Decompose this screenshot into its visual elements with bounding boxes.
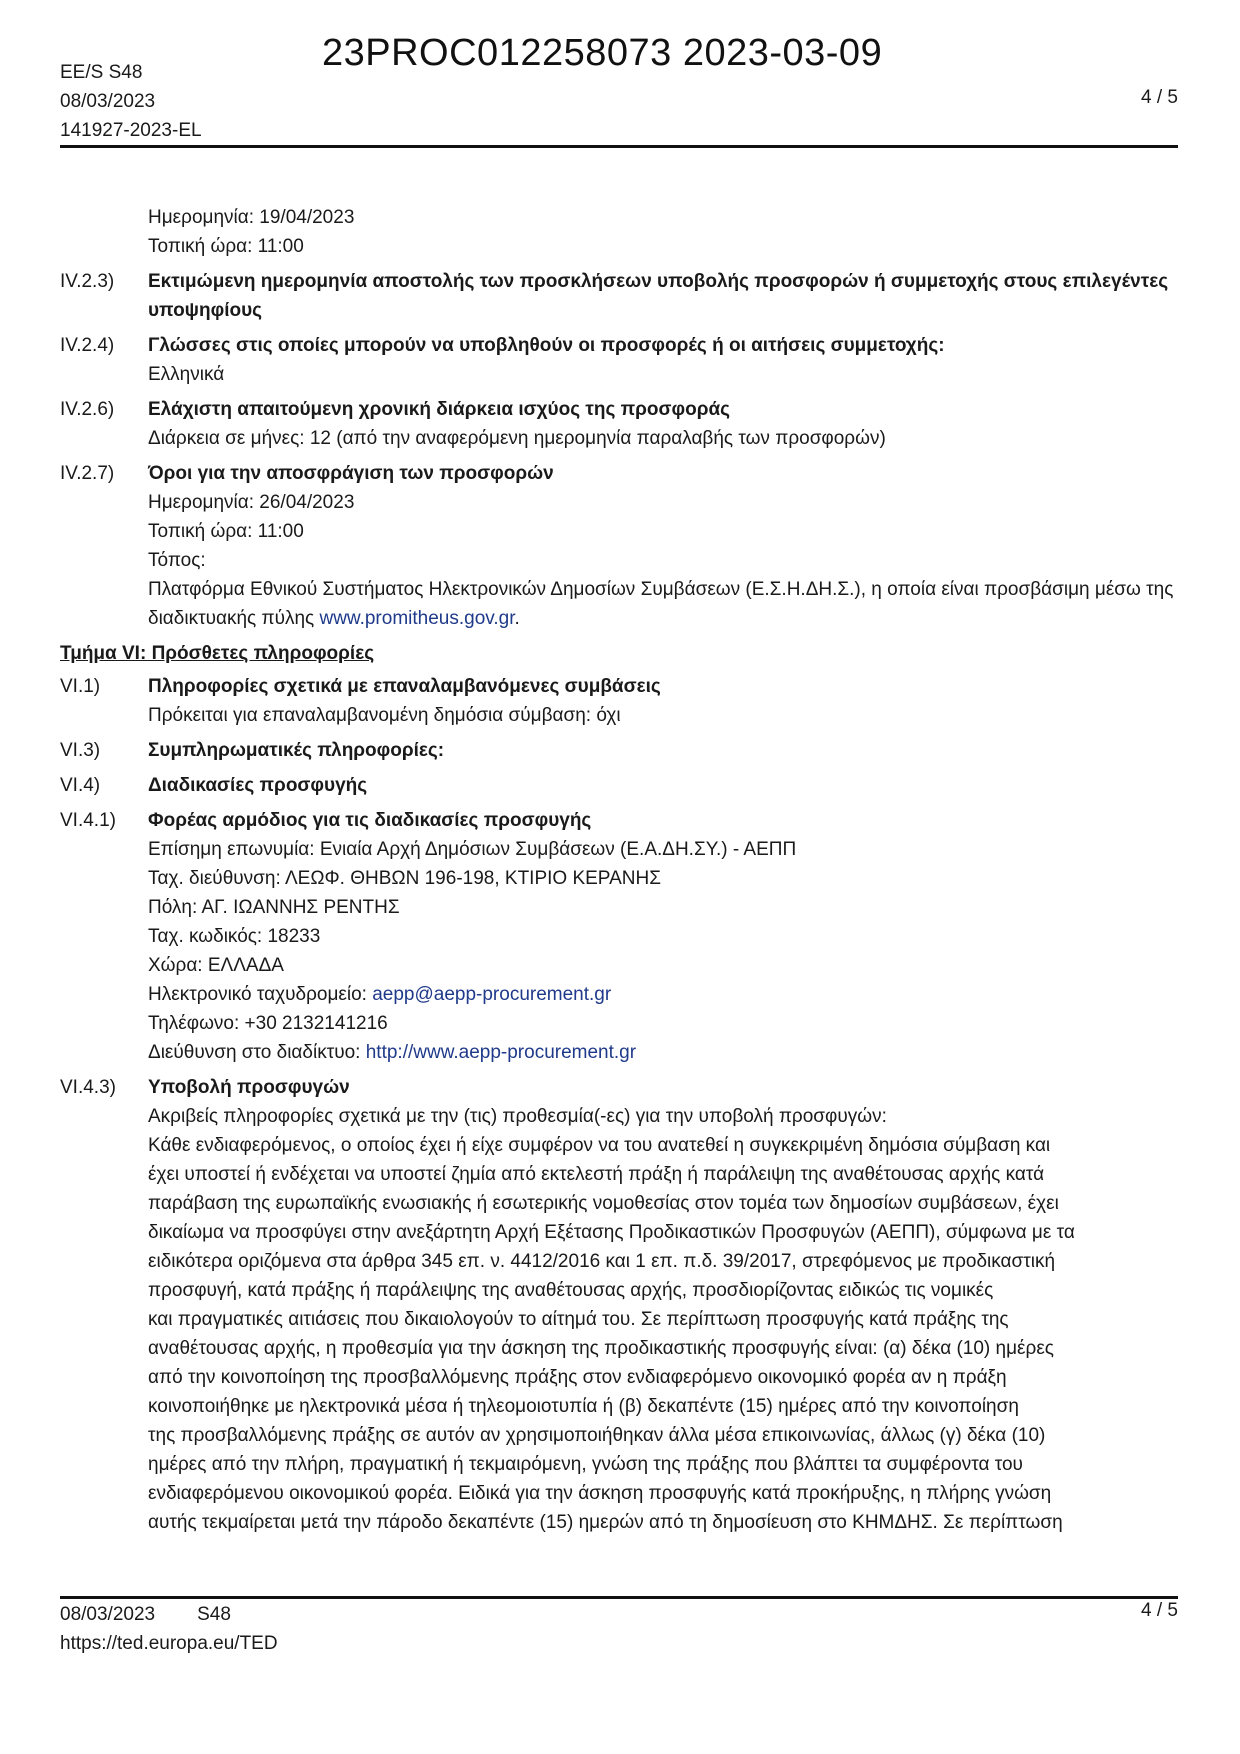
paragraph-line: προσφυγή, κατά πράξης ή παράλειψης της αναθέτουσας αρχής, προσδιορίζοντας ειδικώς τις νομικές [148, 1280, 994, 1301]
section-title: Υποβολή προσφυγών [148, 1077, 350, 1098]
section-iv-2-6 [60, 395, 1178, 453]
section-number: IV.2.4) [60, 335, 115, 356]
paragraph-line: και πραγματικές αιτιάσεις που δικαιολογούν το αίτημά του. Σε περίπτωση προσφυγής κατά πράξης της [148, 1309, 1009, 1330]
paragraph-line: παράβαση της ευρωπαϊκής ενωσιακής ή εσωτερικής νομοθεσίας στον τομέα των δημοσίων συμβάσεων, έχει [148, 1193, 1059, 1214]
section-value: Πρόκειται για επαναλαμβανομένη δημόσια σύμβαση: όχι [148, 705, 621, 726]
paragraph-line: της προσβαλλόμενης πράξης σε αυτόν αν χρησιμοποιήθηκαν άλλα μέσα επικοινωνίας, άλλως (γ) δέκα (10) [148, 1425, 1046, 1446]
paragraph-line: κοινοποιήθηκε με ηλεκτρονικά μέσα ή τηλεομοιοτυπία ή (β) δεκαπέντε (15) ημέρες από την κοινοποίηση [148, 1396, 1019, 1417]
section-number: VI.3) [60, 740, 101, 761]
section-number: VI.4.3) [60, 1077, 116, 1098]
document-id: 23PROC012258073 2023-03-09 [322, 32, 883, 74]
part-vi-heading: Τμήμα VI: Πρόσθετες πληροφορίες [60, 643, 375, 664]
review-body-city: Πόλη: ΑΓ. ΙΩΑΝΝΗΣ ΡΕΝΤΗΣ [148, 897, 400, 918]
opening-place-text: Πλατφόρμα Εθνικού Συστήματος Ηλεκτρονικών Δημοσίων Συμβάσεων (Ε.Σ.Η.ΔΗ.Σ.), η οποία είναι προσβάσιμη μέσω της διαδικτυακής πύλης [148, 579, 1174, 629]
review-intro: Ακριβείς πληροφορίες σχετικά με την (τις) προθεσμία(-ες) για την υποβολή προσφυγών: [148, 1106, 887, 1127]
section-title: Συμπληρωματικές πληροφορίες: [148, 740, 445, 761]
section-vi-4-3 [60, 1073, 1178, 1537]
paragraph-line: έχει υποστεί ή ενδέχεται να υποστεί ζημία από εκτελεστή πράξη ή παράλειψη της αναθέτουσας αρχής κατά [148, 1164, 1045, 1185]
review-body-name: Επίσημη επωνυμία: Ενιαία Αρχή Δημόσιων Συμβάσεων (Ε.Α.ΔΗ.ΣΥ.) - ΑΕΠΠ [148, 839, 797, 860]
footer-left [60, 1600, 278, 1658]
section-title: Εκτιμώμενη ημερομηνία αποστολής των προσκλήσεων υποβολής προσφορών ή συμμετοχής στους επιλεγέντες υποψηφίους [148, 271, 1169, 321]
review-paragraph [148, 1131, 1178, 1537]
paragraph-line: από την κοινοποίηση της προσβαλλόμενης πράξης στον ενδιαφερόμενο οικονομικό φορέα αν η πράξη [148, 1367, 1007, 1388]
email-link[interactable]: aepp@aepp-procurement.gr [372, 984, 612, 1005]
opening-time: Τοπική ώρα: 11:00 [148, 521, 304, 542]
section-title: Όροι για την αποσφράγιση των προσφορών [148, 463, 554, 484]
review-body-postcode: Ταχ. κωδικός: 18233 [148, 926, 321, 947]
header-notice-number: 141927-2023-EL [60, 120, 202, 141]
opening-place-end: . [514, 608, 520, 629]
section-title: Διαδικασίες προσφυγής [148, 775, 368, 796]
url-label: Διεύθυνση στο διαδίκτυο: [148, 1042, 366, 1063]
footer-divider [60, 1596, 1178, 1599]
paragraph-line: ενδιαφερόμενου οικονομικού φορέα. Ειδικά για την άσκηση προσφυγής κατά προκήρυξης, η πλήρης γνώση [148, 1483, 1052, 1504]
website-link[interactable]: http://www.aepp-procurement.gr [365, 1042, 637, 1063]
section-vi-3 [60, 736, 1178, 765]
header-series: EE/S S48 [60, 62, 143, 83]
continued-block [60, 203, 1178, 261]
section-value: Διάρκεια σε μήνες: 12 (από την αναφερόμενη ημερομηνία παραλαβής των προσφορών) [148, 428, 886, 449]
continued-time: Τοπική ώρα: 11:00 [148, 236, 304, 257]
section-number: VI.4.1) [60, 810, 116, 831]
footer-date-row [60, 1600, 278, 1629]
section-title: Ελάχιστη απαιτούμενη χρονική διάρκεια ισχύος της προσφοράς [148, 399, 731, 420]
section-vi-1 [60, 672, 1178, 730]
section-value: Ελληνικά [148, 364, 225, 385]
footer-page-number: 4 / 5 [1141, 1600, 1178, 1621]
section-iv-2-4 [60, 331, 1178, 389]
section-title: Πληροφορίες σχετικά με επαναλαμβανόμενες συμβάσεις [148, 676, 661, 697]
header-divider [60, 145, 1178, 148]
paragraph-line: δικαίωμα να προσφύγει στην ανεξάρτητη Αρχή Εξέτασης Προδικαστικών Προσφυγών (ΑΕΠΠ), σύμφωνα με τα [148, 1222, 1075, 1243]
header-page-number: 4 / 5 [1141, 87, 1178, 108]
footer-date: 08/03/2023 [60, 1604, 156, 1625]
opening-place-label: Τόπος: [148, 550, 206, 571]
email-label: Ηλεκτρονικό ταχυδρομείο: [148, 984, 373, 1005]
section-title: Γλώσσες στις οποίες μπορούν να υποβληθούν οι προσφορές ή οι αιτήσεις συμμετοχής: [148, 335, 945, 356]
promitheus-link[interactable]: www.promitheus.gov.gr [319, 608, 515, 629]
section-number: IV.2.6) [60, 399, 115, 420]
review-body-address: Ταχ. διεύθυνση: ΛΕΩΦ. ΘΗΒΩΝ 196-198, ΚΤΙΡΙΟ ΚΕΡΑΝΗΣ [148, 868, 661, 889]
review-body-url-row [148, 1038, 1178, 1067]
document-content [60, 203, 1178, 1543]
section-number: IV.2.7) [60, 463, 115, 484]
footer-url[interactable]: https://ted.europa.eu/TED [60, 1633, 278, 1654]
section-vi-4 [60, 771, 1178, 800]
section-number: VI.1) [60, 676, 101, 697]
paragraph-line: Κάθε ενδιαφερόμενος, ο οποίος έχει ή είχε συμφέρον να του ανατεθεί η συγκεκριμένη δημόσια σύμβαση και [148, 1135, 1051, 1156]
paragraph-line: αυτής τεκμαίρεται μετά την πάροδο δεκαπέντε (15) ημερών από τη δημοσίευση στο ΚΗΜΔΗΣ. Σε περίπτωση [148, 1512, 1063, 1533]
review-body-country: Χώρα: ΕΛΛΑΔΑ [148, 955, 284, 976]
section-number: IV.2.3) [60, 271, 115, 292]
paragraph-line: ημέρες από την πλήρη, πραγματική ή τεκμαιρόμενη, γνώση της πράξης που βλάπτει τα συμφέροντα του [148, 1454, 1023, 1475]
section-iv-2-7 [60, 459, 1178, 633]
continued-date: Ημερομηνία: 19/04/2023 [148, 207, 355, 228]
section-vi-4-1 [60, 806, 1178, 1067]
opening-place [148, 575, 1178, 633]
review-body-email-row [148, 980, 1178, 1009]
section-title: Φορέας αρμόδιος για τις διαδικασίες προσφυγής [148, 810, 592, 831]
header-left [60, 58, 202, 145]
footer-series: S48 [197, 1604, 231, 1625]
paragraph-line: ειδικότερα οριζόμενα στα άρθρα 345 επ. ν. 4412/2016 και 1 επ. π.δ. 39/2017, στρεφόμενος με προδικαστική [148, 1251, 1056, 1272]
section-iv-2-3 [60, 267, 1178, 325]
header-date: 08/03/2023 [60, 91, 156, 112]
review-body-phone: Τηλέφωνο: +30 2132141216 [148, 1013, 388, 1034]
section-number: VI.4) [60, 775, 101, 796]
paragraph-line: αναθέτουσας αρχής, η προθεσμία για την άσκηση της προδικαστικής προσφυγής είναι: (α) δέκα (10) ημέρες [148, 1338, 1054, 1359]
opening-date: Ημερομηνία: 26/04/2023 [148, 492, 355, 513]
